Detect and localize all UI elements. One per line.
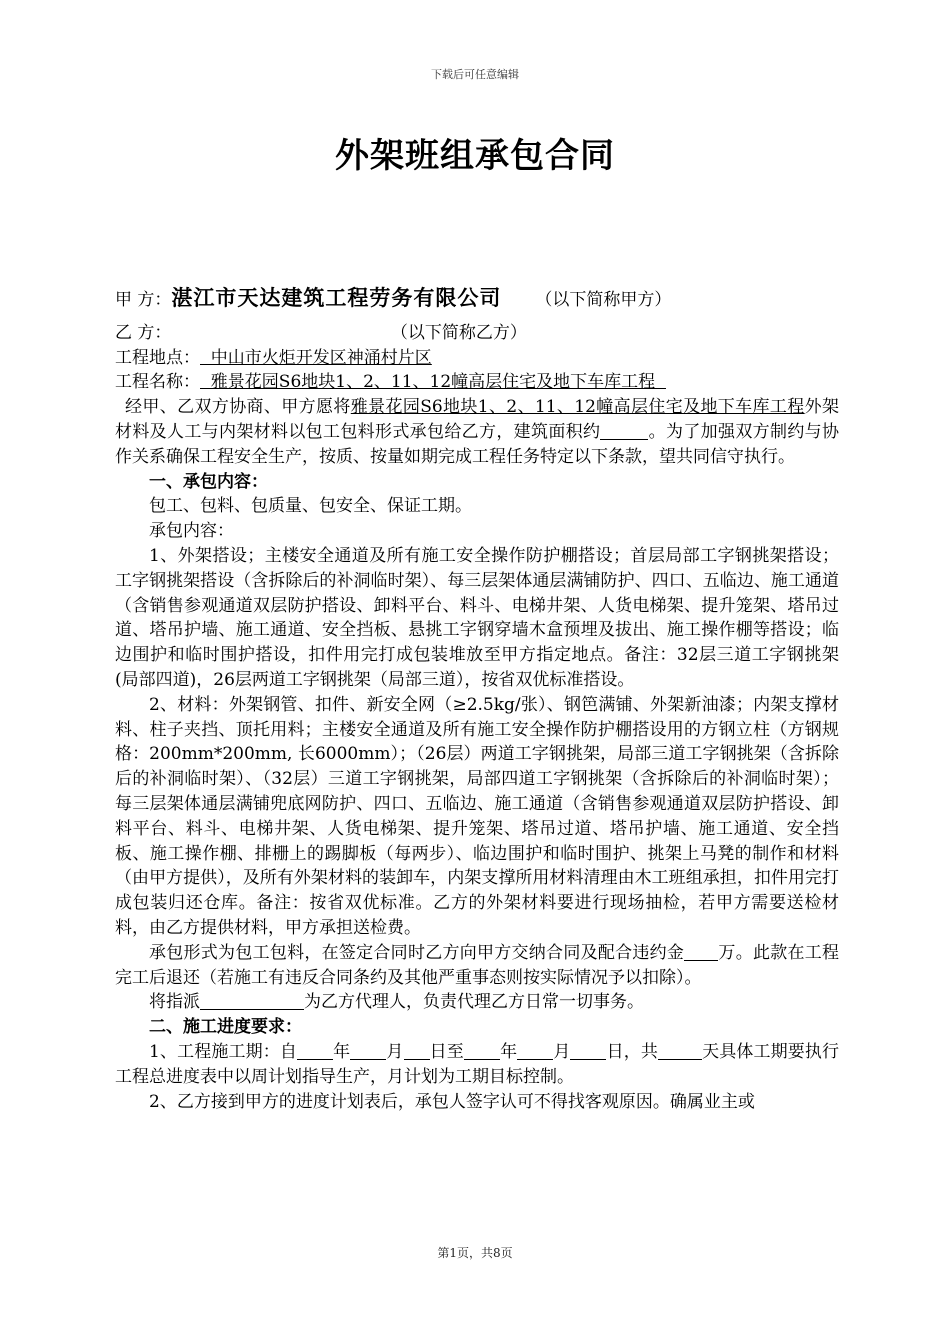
- document-title: 外架班组承包合同: [335, 136, 615, 176]
- period-text-3: 日至: [429, 1041, 464, 1062]
- party-b-line: [115, 321, 839, 346]
- start-day-blank: [404, 1041, 430, 1060]
- period-text-5: 月: [553, 1041, 571, 1062]
- project-label: 工程名称：: [115, 372, 200, 393]
- section-2-item-1: [115, 1040, 839, 1090]
- party-a-abbr: （以下简称甲方）: [535, 290, 672, 310]
- document-body: [115, 286, 839, 1114]
- party-b-abbr: （以下简称乙方）: [399, 322, 527, 343]
- location-value: 中山市火炬开发区神涌村片区: [200, 347, 432, 368]
- agent-name-blank: [200, 991, 304, 1010]
- period-text-4: 年: [499, 1041, 518, 1062]
- period-text-7: 天具体工期要执行工程总进度表中以周计划指导生产，月计划为工期目标控制。: [115, 1041, 840, 1087]
- page-header-note: 下载后可任意编辑: [431, 68, 519, 81]
- end-month-blank: [517, 1041, 553, 1060]
- intro-text-1: 经甲、乙双方协商、甲方愿将: [125, 397, 351, 418]
- end-day-blank: [570, 1041, 606, 1060]
- page-footer: 第1页，共8页: [437, 1246, 513, 1260]
- agent-text-1: 将指派: [149, 992, 200, 1013]
- agent-paragraph: [115, 990, 839, 1015]
- section-1-item-1: 1、外架搭设；主楼安全通道及所有施工安全操作防护棚搭设；首层局部工字钢挑架搭设；工字钢挑架搭设（含拆除后的补洞临时架）、每三层架体通层满铺防护、四口、五临边、施工通道（含销售参观通道双层防护搭设、卸料平台、料斗、电梯井架、人货电梯架、提升笼架、塔吊过道、塔吊护墙、施工通道、安全挡板、悬挑工字钢穿墙木盒预埋及拔出、施工操作棚等搭设；临边围护和临时围护搭设，扣件用完打成包装堆放至甲方指定地点。备注：32层三道工字钢挑架(局部四道)，26层两道工字钢挑架（局部三道），按省双优标准搭设。: [115, 545, 839, 690]
- deposit-text-2: 万。此款在工程完工后退还（若施工有违反合同条约及其他严重事态则按实际情况予以扣除）。: [115, 942, 840, 988]
- deposit-paragraph: [115, 941, 839, 991]
- intro-text-2: 外架材料及人工与内架材料以包工包料形式承包给乙方，建筑面积约: [115, 397, 840, 442]
- location-label: 工程地点：: [115, 347, 200, 368]
- intro-project-name: 雅景花园S6地块1、2、11、12幢高层住宅及地下车库工程: [350, 397, 805, 418]
- period-text-0: 1、工程施工期：自: [149, 1041, 297, 1062]
- section-1-heading: 一、承包内容：: [149, 471, 268, 492]
- period-text-2: 月: [386, 1041, 404, 1062]
- intro-text-3: 。为了加强双方制约与协作关系确保工程安全生产，按质、按量如期完成工程任务特定以下条款，望共同信守执行。: [115, 421, 840, 467]
- project-name: [115, 370, 839, 395]
- end-year-blank: [464, 1041, 500, 1060]
- party-b-label: 乙 方：: [115, 322, 172, 343]
- section-1-summary: 包工、包料、包质量、包安全、保证工期。: [149, 496, 472, 517]
- period-text-6: 日，共: [606, 1041, 658, 1062]
- area-blank: [600, 421, 648, 440]
- party-a-label: 甲 方：: [115, 290, 172, 310]
- intro-paragraph: [115, 395, 839, 469]
- total-days-blank: [658, 1041, 702, 1060]
- period-text-1: 年: [333, 1041, 351, 1062]
- deposit-text-1: 承包形式为包工包料，在签定合同时乙方向甲方交纳合同及配合违约金: [149, 942, 685, 963]
- project-value: 雅景花园S6地块1、2、11、12幢高层住宅及地下车库工程: [200, 372, 666, 393]
- project-location: [115, 346, 839, 371]
- section-1-item-2: 2、材料：外架钢管、扣件、新安全网（≥2.5kg/张）、钢笆满铺、外架新油漆；内架支撑材料、柱子夹挡、顶托用料；主楼安全通道及所有施工安全操作防护棚搭设用的方钢立柱（方钢规格：200mm*200mm, 长6000mm）；（26层）两道工字钢挑架，局部三道工字钢挑架（含拆除后的补洞临时架）、（32层）三道工字钢挑架，局部四道工字钢挑架（含拆除后的补洞临时架）；每三层架体通层满铺兜底网防护、四口、五临边、施工通道（含销售参观通道双层防护搭设、卸料平台、料斗、电梯井架、人货电梯架、提升笼架、塔吊过道、塔吊护墙、施工通道、安全挡板、施工操作棚、排栅上的踢脚板（每两步）、临边围护和临时围护、挑架上马凳的制作和材料（由甲方提供），及所有外架材料的装卸车，内架支撑所用材料清理由木工班组承担，扣件用完打成包装归还仓库。备注：按省双优标准。乙方的外架材料要进行现场抽检，若甲方需要送检材料，由乙方提供材料，甲方承担送检费。: [115, 694, 839, 938]
- start-month-blank: [350, 1041, 386, 1060]
- agent-text-2: 为乙方代理人，负责代理乙方日常一切事务。: [304, 992, 644, 1013]
- section-2-item-2: 2、乙方接到甲方的进度计划表后，承包人签字认可不得找客观原因。确属业主或: [149, 1091, 755, 1112]
- section-2-heading: 二、施工进度要求：: [149, 1017, 302, 1038]
- deposit-amount-blank: [684, 942, 718, 961]
- party-a-line: [115, 286, 839, 313]
- party-a-name: 湛江市天达建筑工程劳务有限公司: [171, 285, 502, 310]
- section-1-subheading: 承包内容：: [149, 521, 234, 542]
- start-year-blank: [297, 1041, 333, 1060]
